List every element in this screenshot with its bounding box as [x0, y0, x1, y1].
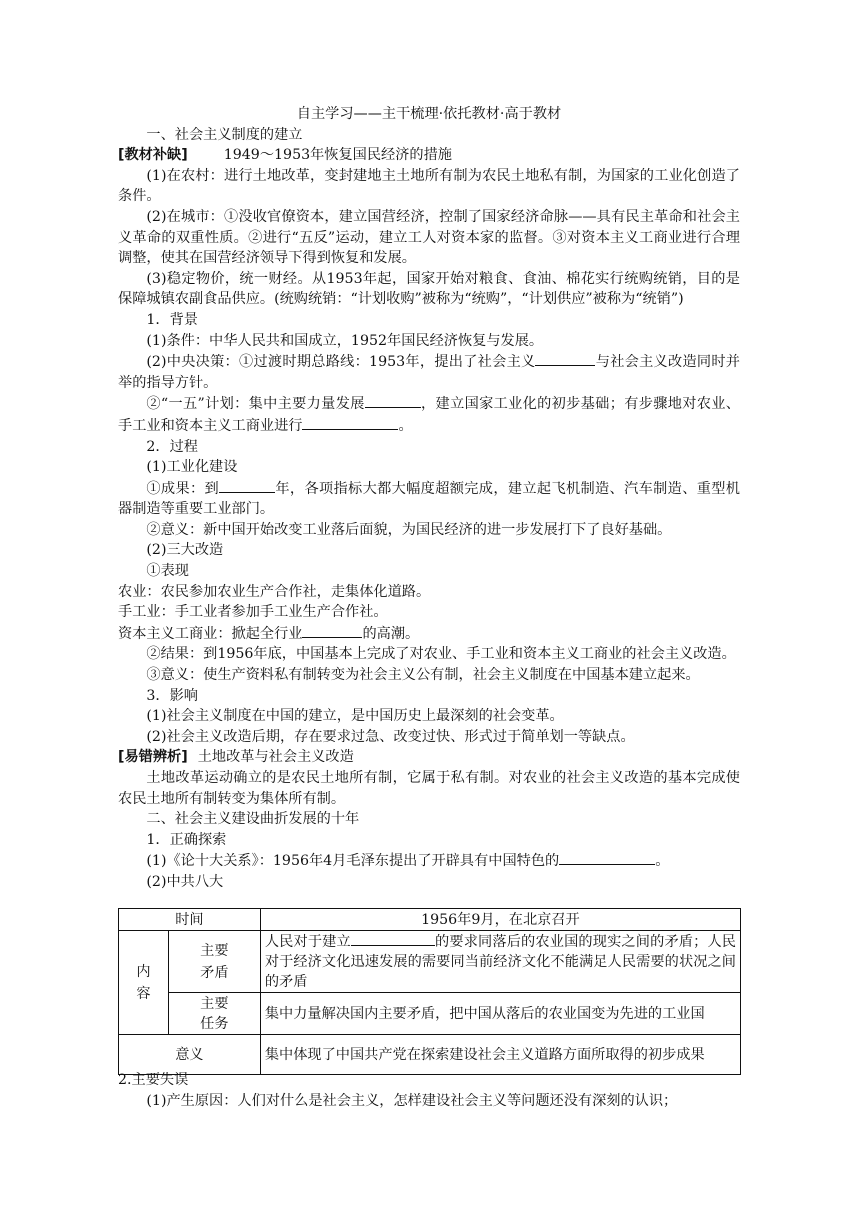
supplement-item-2: (2)在城市：①没收官僚资本，建立国营经济，控制了国家经济命脉——具有民主革命和社会主义革命的双重性质。②进行“五反”运动，建立工人对资本家的监督。③对资本主义工商业进行合理调整，使其在国营经济领导下得到恢复和发展。: [118, 208, 740, 267]
text-span: 资本主义工商业：掀起全行业: [118, 625, 303, 642]
process-item-3: ②意义：新中国开始改变工业落后面貌，为国民经济的进一步发展打下了良好基础。: [146, 521, 672, 538]
fill-blank[interactable]: [559, 850, 655, 865]
table-cell-value: 1956年9月，在北京召开: [260, 909, 740, 931]
text-span: 与社会主义改造同时并举的指导方针。: [118, 354, 740, 391]
text-span: 。: [655, 853, 670, 870]
table-cell-label: [168, 993, 260, 1035]
supplement-title: 1949～1953年恢复国民经济的措施: [223, 147, 452, 164]
correct-item-2: (2)中共八大: [146, 873, 224, 890]
correct-heading: 1．正确探索: [146, 831, 227, 848]
document-body: [118, 104, 740, 893]
fill-blank[interactable]: [365, 393, 421, 408]
background-item-2: [118, 351, 740, 393]
background-item-3: [118, 393, 740, 436]
text-span: ②“一五”计划：集中主要力量发展: [146, 396, 365, 413]
process-item-4: (2)三大改造: [146, 542, 224, 559]
table-cell-label: 时间: [119, 909, 261, 931]
supplement-tag: [教材补缺]: [118, 147, 188, 164]
table-cell-value: 集中体现了中国共产党在探索建设社会主义道路方面所取得的初步成果: [260, 1035, 740, 1075]
error-header: [118, 747, 740, 768]
text-span: 年，各项指标大都大幅度超额完成，建立起飞机制造、汽车制造、重型机器制造等重要工业部门。: [118, 480, 740, 518]
text-span: 主要任务: [200, 995, 229, 1032]
table-row: [119, 993, 741, 1035]
influence-item-2: (2)社会主义改造后期，存在要求过急、改变过快、形式过于简单划一等缺点。: [146, 728, 635, 745]
influence-heading: 3．影响: [146, 687, 198, 704]
table-cell-value: [260, 931, 740, 993]
table-cell-content-label: [119, 931, 169, 1035]
error-title: 土地改革与社会主义改造: [197, 749, 354, 766]
supplement-item-3: (3)稳定物价，统一财经。从1953年起，国家开始对粮食、食油、棉花实行统购统销，目的是保障城镇农副食品供应。(统购统销：“计划收购”被称为“统购”，“计划供应”被称为“统销”): [118, 270, 740, 308]
process-heading: 2．过程: [146, 438, 198, 455]
process-item-9: ②结果：到1956年底，中国基本上完成了对农业、手工业和资本主义工商业的社会主义改造。: [146, 646, 736, 663]
table-row: [119, 1035, 741, 1075]
influence-item-1: (1)社会主义制度在中国的建立，是中国历史上最深刻的社会变革。: [146, 708, 564, 725]
correct-item-1: [118, 850, 740, 872]
supplement-item-1: (1)在农村：进行土地改革，变封建地主土地所有制为农民土地私有制，为国家的工业化创造了条件。: [118, 167, 740, 205]
text-span: ，建立国家工业化的初步基础；有步骤地对农业、手工业和资本主义工商业进行: [118, 396, 740, 434]
text-span: 。: [398, 417, 413, 434]
text-span: 内容: [136, 963, 151, 1002]
fill-blank[interactable]: [535, 351, 595, 366]
fill-blank[interactable]: [302, 415, 398, 430]
table-row: [119, 909, 741, 931]
document-body-continued: [118, 1070, 740, 1111]
text-span: (1)《论十大关系》：1956年4月毛泽东提出了开辟具有中国特色的: [146, 853, 560, 870]
text-span: 的要求同落后的农业国的现实之间的矛盾；人民对于经济文化迅速发展的需要同当前经济文化不能满足人民需要的状况之间的矛盾: [264, 934, 736, 990]
process-item-1: (1)工业化建设: [146, 459, 238, 476]
error-tag: [易错辨析]: [118, 749, 188, 766]
errors-item-1: (1)产生原因：人们对什么是社会主义，怎样建设社会主义等问题还没有深刻的认识；: [146, 1092, 678, 1109]
supplement-header: [118, 145, 740, 166]
fill-blank[interactable]: [351, 931, 435, 946]
text-span: 人民对于建立: [264, 934, 351, 950]
table-cell-label: [168, 931, 260, 993]
text-span: 主要矛盾: [200, 942, 229, 981]
text-span: (2)中央决策：①过渡时期总路线：1953年，提出了社会主义: [146, 354, 536, 371]
eighth-congress-table: [118, 908, 741, 1075]
process-item-6: 农业：农民参加农业生产合作社，走集体化道路。: [118, 583, 431, 600]
table-cell-value: 集中力量解决国内主要矛盾，把中国从落后的农业国变为先进的工业国: [260, 993, 740, 1035]
process-item-2: [118, 478, 740, 520]
section-heading-1: 一、社会主义制度的建立: [146, 126, 303, 143]
table-cell-label: 意义: [119, 1035, 261, 1075]
process-item-8: [118, 623, 740, 645]
process-item-7: 手工业：手工业者参加手工业生产合作社。: [118, 604, 388, 621]
fill-blank[interactable]: [219, 478, 275, 493]
background-heading: 1．背景: [146, 311, 198, 328]
process-item-5: ①表现: [146, 563, 189, 580]
text-span: ①成果：到: [146, 480, 220, 497]
error-body: 土地改革运动确立的是农民土地所有制，它属于私有制。对农业的社会主义改造的基本完成使农民土地所有制转变为集体所有制。: [118, 770, 740, 807]
page-title: 自主学习——主干梳理·依托教材·高于教材: [296, 106, 562, 122]
section-heading-2: 二、社会主义建设曲折发展的十年: [146, 811, 360, 828]
errors-heading: 2.主要失误: [118, 1072, 189, 1088]
background-item-1: (1)条件：中华人民共和国成立，1952年国民经济恢复与发展。: [146, 332, 544, 349]
text-span: 的高潮。: [362, 625, 420, 642]
process-item-10: ③意义：使生产资料私有制转变为社会主义公有制，社会主义制度在中国基本建立起来。: [146, 667, 700, 684]
fill-blank[interactable]: [302, 623, 362, 638]
table-row: [119, 931, 741, 993]
